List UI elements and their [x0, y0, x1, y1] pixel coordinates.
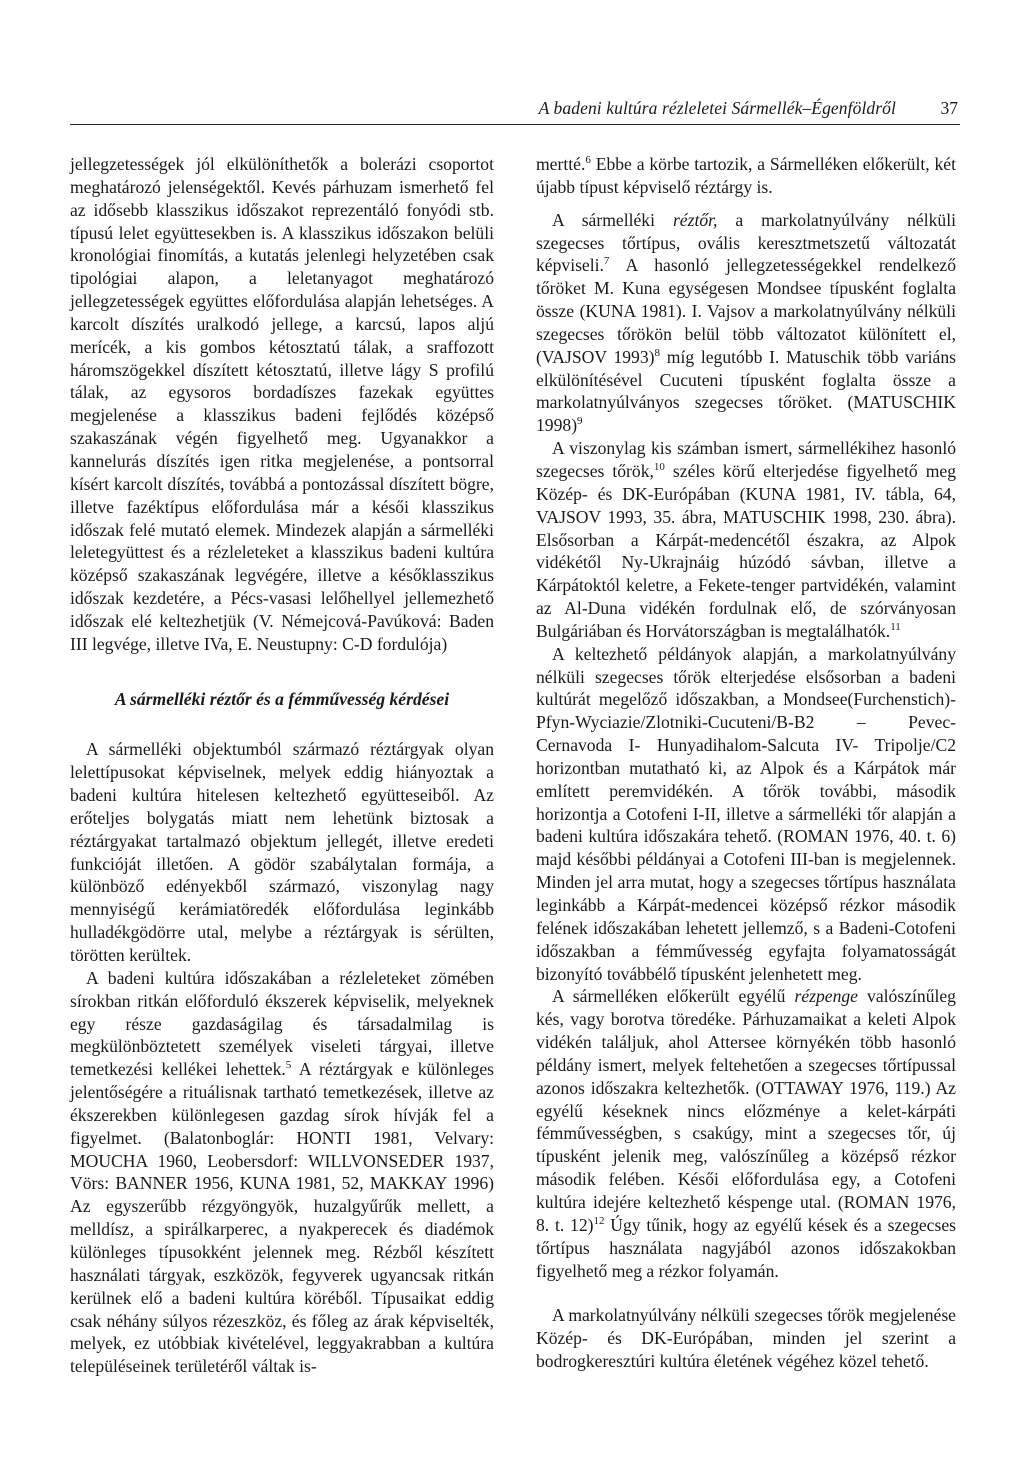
footnote-ref: 7	[603, 255, 610, 268]
paragraph-text: mertté.	[536, 154, 586, 174]
paragraph-text: Úgy tűnik, hogy az egyélű kések és a szegecses tőrtípus használata nagyjából azonos időszakokban figyelhető meg a rézkor folyamán.	[536, 1214, 956, 1281]
footnote-ref: 9	[577, 415, 583, 428]
footnote-ref: 6	[585, 154, 591, 166]
left-column	[70, 153, 494, 1378]
paragraph: A markolatnyúlvány nélküli szegecses tőrök megjelenése Közép- és DK-Európában, minden jel szerint a bodrogkeresztúri kultúra életének végéhez közel tehető.	[536, 1305, 956, 1372]
paragraph	[536, 985, 956, 1282]
paragraph-text: A sármelléken előkerült egyélű	[552, 986, 795, 1007]
paragraph-text: valószínűleg kés, vagy borotva töredéke. Párhuzamaikat a keleti Alpok vidékén találjuk, ahol Attersee környékén több hasonló példány ismert, melyek feltehetően a szegecses tőrtípussal azonos időszakra keltezhetők. (OTTAWAY 1976, 119.) Az egyélű késeknek nincs előzménye a kelet-kárpáti fémművességben, s csakúgy, mint a szegecses tőr, új típusként jelenik meg, valószínűleg a középső rézkor második felében. Késői előfordulása egy, a Cotofeni kultúra idejére keltezhető késpenge utal. (ROMAN 1976, 8. t. 12)	[536, 986, 956, 1235]
paragraph-text: A badeni kultúra időszakában a rézleleteket zömében sírokban ritkán előforduló ékszerek képviselik, melyeknek egy része gazdaságilag és társadalmilag is megkülönböztetett személyek viseleti tárgyai, illetve temetkezési kellékei lehettek.	[70, 967, 494, 1080]
paragraph-text: míg legutóbb I. Matuschik több variáns elkülönítésével Cucuteni típusként foglalta össze a markolatnyúlványos szegecses tőröket. (MATUSCHIK 1998)	[536, 346, 956, 436]
italic-term: réztőr,	[672, 209, 718, 230]
paragraph-text: A viszonylag kis számban ismert, sármellékihez hasonló szegecses tőrök,	[536, 438, 956, 481]
footnote-ref: 10	[653, 460, 665, 473]
footnote-ref: 11	[890, 620, 901, 633]
running-title: A badeni kultúra rézleletei Sármellék–Égenföldről	[538, 98, 896, 118]
paragraph: A keltezhető példányok alapján, a markolatnyúlvány nélküli szegecses tőrök elterjedése elsősorban a badeni kultúrát megelőző időszakban, a Mondsee(Furchenstich)-Pfyn-Wyciazie/Zlotniki-Cucuteni/B-B2 – Pevec-Cernavoda I- Hunyadihalom-Salcuta IV- Tripolje/C2 horizontban mutatható ki, az Alpok és a Kárpátok már említett peremvidékén. A tőrök további, második horizontja a Cotofeni I-II, illetve a sármelléki tőr alapján a badeni kultúra időszakára tehető. (ROMAN 1976, 40. t. 6) majd későbbi példányai a Cotofeni III-ban is megjelennek. Minden jel arra mutat, hogy a szegecses tőrtípus használata leginkább a Kárpát-medencei középső rézkor második felének időszakában lehetett jellemző, s a Badeni-Cotofeni időszakban a fémművesség egyfajta folyamatosságát bizonyító továbbélő típusként jelenhetett meg.	[536, 643, 956, 984]
paragraph-text: széles körű elterjedése figyelhető meg Közép- és DK-Európában (KUNA 1981, IV. tábla, 64, VAJSOV 1993, 35. ábra, MATUSCHIK 1998, 230. ábra). Elsősorban a Kárpát-medencétől északra, az Alpok vidékétől Ny-Ukrajnáig húzódó sávban, illetve a Kárpátoktól keletre, a Fekete-tenger partvidékén, valamint az Al-Duna vidékén fordulnak elő, de szórványosan Bulgáriában és Horvátországban is megtalálhatók.	[536, 460, 956, 641]
paragraph	[536, 209, 956, 437]
italic-term: rézpenge	[794, 986, 858, 1007]
paragraph-text: Ebbe a körbe tartozik, a Sármelléken előkerült, két újabb típust képviselő réztárgy is.	[536, 154, 956, 197]
page-number: 37	[940, 98, 958, 118]
footnote-ref: 12	[593, 1214, 605, 1227]
paragraph	[536, 437, 956, 643]
footnote-ref: 8	[654, 346, 661, 359]
section-heading: A sármelléki réztőr és a fémművesség kérdései	[114, 688, 450, 709]
paragraph-text: A réztárgyak e különleges jelentőségére a rituálisnak tartható temetkezések, illetve az ékszerekben különlegesen gazdag sírok hívják fel a figyelmet. (Balatonboglár: HONTI 1981, Velvary: MOUCHA 1960, Leobersdorf: WILLVONSEDER 1937, Vörs: BANNER 1956, KUNA 1981, 52, MAKKAY 1996) Az egyszerűbb rézgyöngyök, huzalgyűrűk mellett, a melldísz, a spirálkarperec, a nyakperecek és diadémok különleges típusokként jelennek meg. Rézből készített használati tárgyak, eszközök, fegyverek ugyancsak ritkán kerülnek elő a badeni kultúra köréből. Típusaikat eddig csak néhány súlyos rézeszköz, és főleg az árak képviselték, melyek, ez utóbbiak kivételével, leggyakrabban a kultúra településeinek területéről váltak is-	[70, 1059, 494, 1377]
paragraph-text: A hasonló jellegzetességekkel rendelkező tőröket M. Kuna egységesen Mondsee típusként foglalta össze (KUNA 1981). I. Vajsov a markolatnyúlvány nélküli szegecses tőrökön belül több változatot különített el, (VAJSOV 1993)	[536, 255, 956, 367]
footnote-ref: 5	[285, 1059, 292, 1072]
right-column	[536, 153, 956, 1373]
paragraph	[70, 967, 494, 1378]
paragraph-text: a markolatnyúlvány nélküli szegecses tőrtípus, ovális keresztmetszetű változatát képviseli.	[536, 209, 956, 276]
paragraph-text: A sármelléki	[552, 209, 673, 230]
paragraph: jellegzetességek jól elkülöníthetők a bolerázi csoportot meghatározó jelenségektől. Kevés párhuzam ismerhető fel az idősebb klasszikus időszakot reprezentáló fonyódi stb. típusú lelet együttesekben is. A klasszikus időszakon belüli kronológiai finomítás, a kutatás jelenlegi helyzetében csak tipológiai alapon, a leletanyagot meghatározó jellegzetességek együttes előfordulása alapján lehetséges. A karcolt díszítés uralkodó jellege, a karcsú, lapos aljú merícék, a kis gombos kétosztatú tálak, a sraffozott háromszögekkel díszített kétosztatú, illetve lágy S profilú tálak, az egysoros bordadíszes fazekak együttes megjelenése a klasszikus badeni fejlődés középső szakaszának végén figyelhető meg. Ugyanakkor a kannelurás díszítés igen ritka megjelenése, a pontsorral kísért karcolt díszítés, továbbá a pontozással díszített bögre, illetve fazéktípus előfordulása már a késői klasszikus időszak felé mutató elemek. Mindezek alapján a sármelléki leletegyüttest és a rézleleteket a klasszikus badeni kultúra középső szakaszának legvégére, illetve a későklasszikus időszak kezdetére, a Pécs-vasasi lelőhellyel jellemezhető időszak elé keltezhetjük (V. Némejcová-Pavúková: Baden III legvége, illetve IVa, E. Neustupny: C-D fordulója)	[70, 154, 494, 654]
paragraph	[536, 153, 956, 199]
paragraph: A sármelléki objektumból származó réztárgyak olyan lelettípusokat képviselnek, melyek eddig hiányoztak a badeni kultúra hitelesen keltezhető együtteseiből. Az erőteljes bolygatás miatt nem lehetünk biztosak a réztárgyakat tartalmazó objektum jellegét, illetve eredeti funkcióját illetően. A gödör szabálytalan formája, a különböző edényekből származó, viszonylag nagy mennyiségű kerámiatöredék előfordulása leginkább hulladékgödörre utal, melybe a réztárgyak is sérülten, törötten kerültek.	[70, 739, 494, 965]
running-header	[70, 98, 960, 125]
